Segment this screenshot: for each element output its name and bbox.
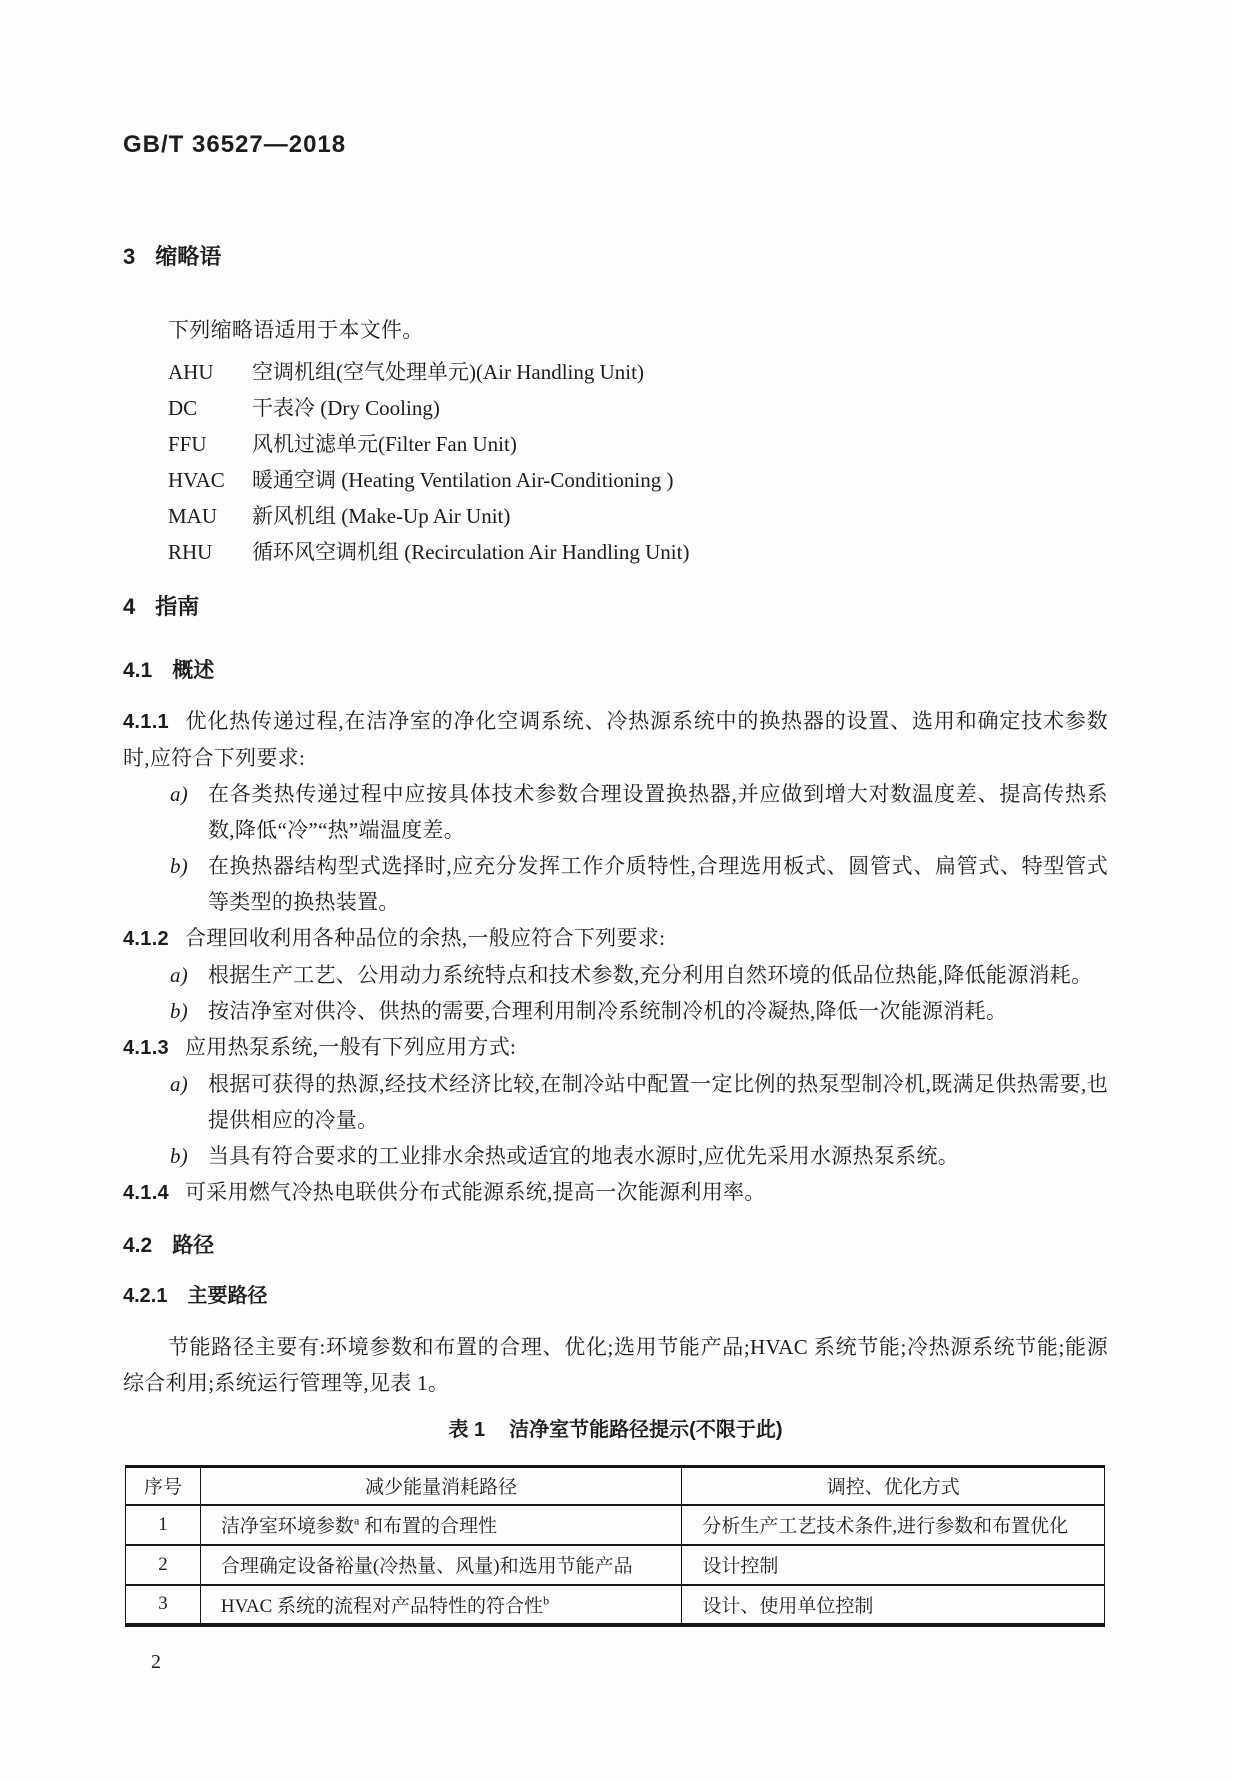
abbreviation-row <box>123 498 1108 534</box>
clause-4-1-3-item-a <box>123 1066 1108 1138</box>
section-4-1-title: 概述 <box>172 659 215 682</box>
list-label: b) <box>170 854 189 878</box>
clause-4-1-1 <box>123 703 1108 776</box>
clause-4-1-2 <box>123 920 1108 957</box>
list-text: 根据生产工艺、公用动力系统特点和技术参数,充分利用自然环境的低品位热能,降低能源消耗。 <box>208 963 1093 987</box>
cell-path <box>200 1545 682 1585</box>
paragraph-4-2-1: 节能路径主要有:环境参数和布置的合理、优化;选用节能产品;HVAC 系统节能;冷热源系统节能;能源综合利用;系统运行管理等,见表 1。 <box>123 1335 1108 1395</box>
abbreviation-definition: 风机过滤单元(Filter Fan Unit) <box>252 432 517 456</box>
table-caption-label: 表 1 <box>448 1419 486 1441</box>
cell-method: 设计、使用单位控制 <box>682 1585 1105 1625</box>
list-label: a) <box>170 963 189 987</box>
abbreviation-definition: 暖通空调 (Heating Ventilation Air-Conditioning ) <box>252 468 674 492</box>
abbreviation-row <box>123 354 1108 390</box>
cell-path-text: 洁净室环境参数 <box>220 1516 354 1537</box>
section-4-2-title: 路径 <box>172 1234 215 1257</box>
abbreviation-list <box>123 354 1108 570</box>
clause-text: 合理回收利用各种品位的余热,一般应符合下列要求: <box>184 926 666 950</box>
footnote-marker: a <box>353 1513 360 1528</box>
cell-method: 设计控制 <box>682 1545 1105 1585</box>
list-label: a) <box>170 782 189 806</box>
section-4-2-1-heading <box>123 1281 1108 1311</box>
section-3-title: 缩略语 <box>155 244 222 269</box>
column-header-method: 调控、优化方式 <box>682 1467 1105 1505</box>
list-label: b) <box>170 999 189 1023</box>
section-3-number: 3 <box>123 244 136 269</box>
clause-4-1-1-item-b <box>123 848 1108 920</box>
clause-text: 优化热传递过程,在洁净室的净化空调系统、冷热源系统中的换热器的设置、选用和确定技术参数时,应符合下列要求: <box>123 709 1108 770</box>
table-row <box>126 1505 1105 1545</box>
table-caption <box>123 1415 1108 1445</box>
list-text: 根据可获得的热源,经技术经济比较,在制冷站中配置一定比例的热泵型制冷机,既满足供热需要,也提供相应的冷量。 <box>208 1072 1108 1132</box>
list-label: b) <box>170 1144 189 1168</box>
cell-path <box>200 1585 682 1625</box>
section-4-1-heading <box>123 656 1108 686</box>
clause-4-1-4 <box>123 1174 1108 1211</box>
clause-4-1-2-item-a <box>123 957 1108 993</box>
section-4-2-1-number: 4.2.1 <box>123 1285 168 1307</box>
list-text: 在各类热传递过程中应按具体技术参数合理设置换热器,并应做到增大对数温度差、提高传热系数,降低“冷”“热”端温度差。 <box>208 782 1108 842</box>
cell-method: 分析生产工艺技术条件,进行参数和布置优化 <box>682 1505 1105 1545</box>
section-4-2-1-title: 主要路径 <box>187 1285 268 1307</box>
table-header-row <box>126 1467 1105 1505</box>
abbreviation-key: FFU <box>168 432 207 456</box>
clause-text: 可采用燃气冷热电联供分布式能源系统,提高一次能源利用率。 <box>184 1180 766 1204</box>
table-body <box>126 1505 1105 1625</box>
table-row <box>126 1545 1105 1585</box>
page-content <box>123 242 1108 1674</box>
clause-4-1-1-item-a <box>123 776 1108 848</box>
section-4-2-number: 4.2 <box>123 1234 153 1257</box>
cell-path-rest: 和布置的合理性 <box>359 1516 498 1537</box>
list-text: 当具有符合要求的工业排水余热或适宜的地表水源时,应优先采用水源热泵系统。 <box>208 1144 960 1168</box>
abbreviation-key: DC <box>168 396 198 420</box>
cell-no: 1 <box>126 1505 201 1545</box>
clause-text: 应用热泵系统,一般有下列应用方式: <box>184 1035 517 1059</box>
table-caption-title: 洁净室节能路径提示(不限于此) <box>509 1419 783 1441</box>
abbreviation-key: HVAC <box>168 468 225 492</box>
column-header-path: 减少能量消耗路径 <box>200 1467 682 1505</box>
doc-number: GB/T 36527—2018 <box>123 131 347 158</box>
cell-path-text: HVAC 系统的流程对产品特性的符合性 <box>220 1595 544 1617</box>
abbreviation-key: MAU <box>168 504 218 528</box>
abbrev-intro: 下列缩略语适用于本文件。 <box>168 318 424 342</box>
page-number: 2 <box>151 1650 161 1673</box>
section-4-1-number: 4.1 <box>123 659 153 682</box>
cell-no: 2 <box>126 1545 201 1585</box>
clause-number: 4.1.3 <box>123 1037 169 1059</box>
section-3-heading <box>123 242 1108 272</box>
table-header <box>126 1467 1105 1505</box>
abbreviation-row <box>123 534 1108 570</box>
clause-number: 4.1.4 <box>123 1182 169 1204</box>
abbreviation-row <box>123 462 1108 498</box>
section-4-title: 指南 <box>155 594 200 619</box>
list-text: 按洁净室对供冷、供热的需要,合理利用制冷系统制冷机的冷凝热,降低一次能源消耗。 <box>208 999 1008 1023</box>
abbreviation-row <box>123 426 1108 462</box>
list-label: a) <box>170 1072 189 1096</box>
clause-number: 4.1.2 <box>123 928 169 950</box>
section-4-heading <box>123 592 1108 622</box>
energy-saving-paths-table <box>125 1465 1105 1627</box>
abbreviation-key: AHU <box>168 360 214 384</box>
cell-path-text: 合理确定设备裕量(冷热量、风量)和选用节能产品 <box>220 1556 633 1577</box>
abbreviation-definition: 干表冷 (Dry Cooling) <box>252 396 440 420</box>
section-4-number: 4 <box>123 594 136 619</box>
abbreviation-key: RHU <box>168 540 213 564</box>
clause-4-1-2-item-b <box>123 993 1108 1029</box>
cell-path <box>200 1505 682 1545</box>
column-header-no: 序号 <box>126 1467 201 1505</box>
list-text: 在换热器结构型式选择时,应充分发挥工作介质特性,合理选用板式、圆管式、扁管式、特型管式等类型的换热装置。 <box>208 854 1108 914</box>
footnote-marker: b <box>543 1593 550 1608</box>
abbreviation-definition: 新风机组 (Make-Up Air Unit) <box>252 504 511 528</box>
clause-number: 4.1.1 <box>123 711 169 733</box>
section-4-2-heading <box>123 1231 1108 1261</box>
clause-4-1-3-item-b <box>123 1138 1108 1174</box>
table-row <box>126 1585 1105 1625</box>
clause-4-1-3 <box>123 1029 1108 1066</box>
abbreviation-definition: 循环风空调机组 (Recirculation Air Handling Unit) <box>252 540 690 564</box>
cell-no: 3 <box>126 1585 201 1625</box>
abbreviation-definition: 空调机组(空气处理单元)(Air Handling Unit) <box>252 360 644 384</box>
abbreviation-row <box>123 390 1108 426</box>
